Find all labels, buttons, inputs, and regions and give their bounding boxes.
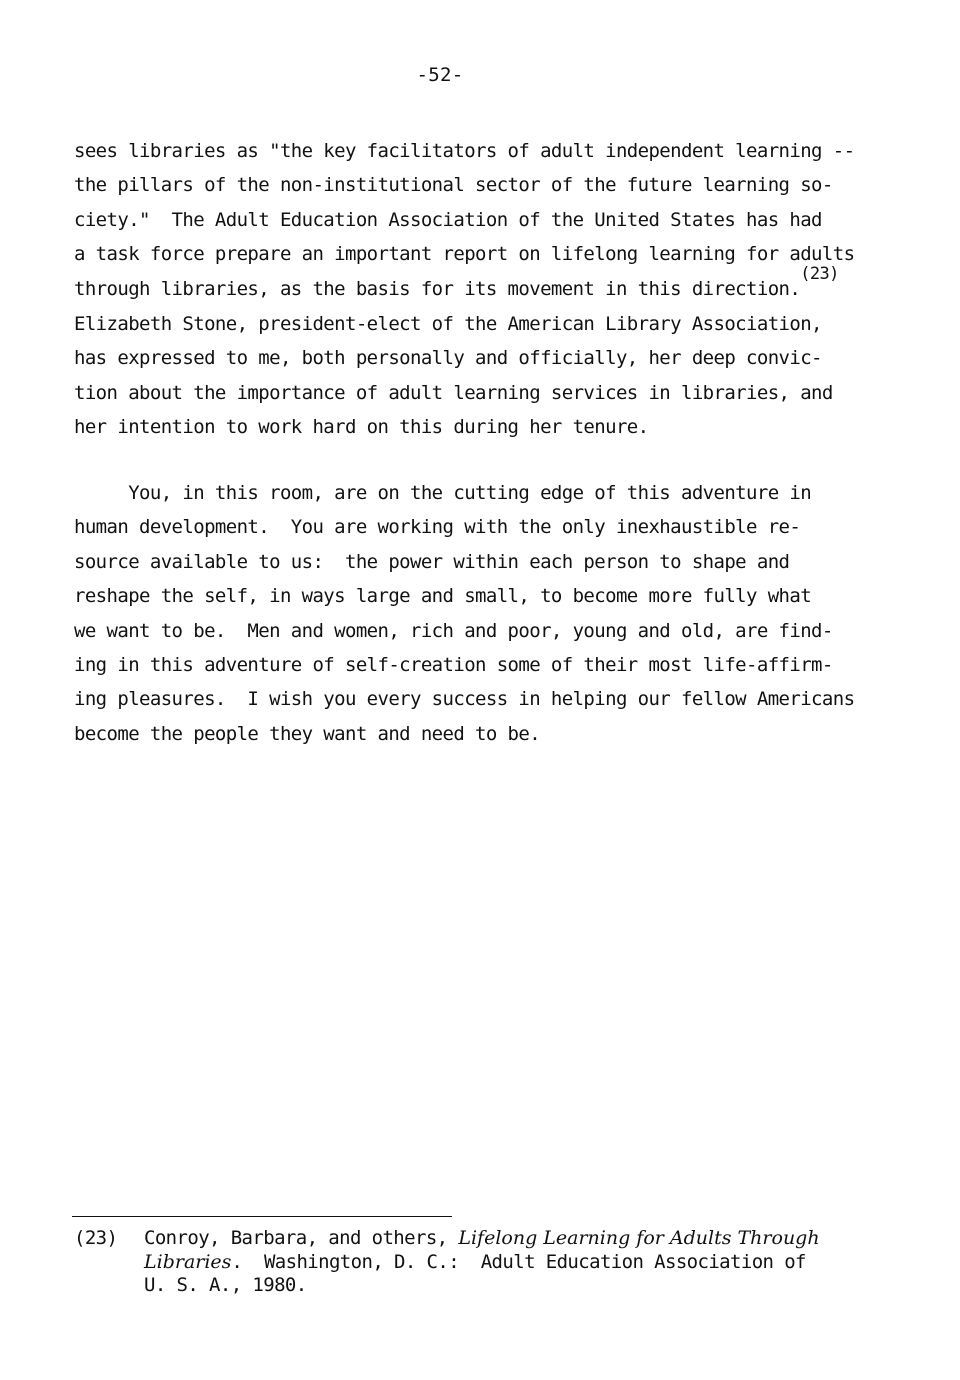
footnote-reference: (23) xyxy=(800,263,839,284)
paragraph-line-text: through libraries, as the basis for its movement in this direction. xyxy=(74,277,801,300)
footnote-divider xyxy=(72,1216,452,1217)
footnote-title: Lifelong Learning for Adults Through xyxy=(458,1227,820,1249)
paragraph-line: You, in this room, are on the cutting edge of this adventure in xyxy=(74,482,812,504)
paragraph-line: source available to us: the power within each person to shape and xyxy=(74,550,790,573)
body-paragraph-2 xyxy=(74,476,854,751)
paragraph-line: her intention to work hard on this during her tenure. xyxy=(74,416,649,439)
footnote-line-3: U. S. A., 1980. xyxy=(144,1274,307,1296)
footnote-body xyxy=(144,1227,820,1298)
paragraph-line: ing in this adventure of self-creation some of their most life-affirm- xyxy=(74,654,833,677)
paragraph-line-with-footnote-ref xyxy=(74,263,854,307)
paragraph-line: has expressed to me, both personally and officially, her deep convic- xyxy=(74,347,822,370)
paragraph-line: a task force prepare an important report on lifelong learning for adults xyxy=(74,243,855,266)
paragraph-line: the pillars of the non-institutional sector of the future learning so- xyxy=(74,174,833,197)
footnote-line-2 xyxy=(144,1251,820,1275)
paragraph-line: ciety." The Adult Education Association of the United States has had xyxy=(74,208,822,231)
paragraph-line: sees libraries as "the key facilitators of adult independent learning -- xyxy=(74,140,855,162)
footnote-publisher: . Washington, D. C.: Adult Education Association of xyxy=(231,1250,806,1273)
footnote-label: (23) xyxy=(74,1227,118,1249)
paragraph-line: reshape the self, in ways large and small, to become more fully what xyxy=(74,585,812,608)
page-number: -52- xyxy=(416,64,464,86)
footnote-row xyxy=(74,1227,820,1298)
footnote-title-continued: Libraries xyxy=(144,1250,232,1273)
footnote-line-1 xyxy=(144,1227,820,1251)
paragraph-line: Elizabeth Stone, president-elect of the American Library Association, xyxy=(74,313,822,336)
paragraph-line: become the people they want and need to be. xyxy=(74,722,541,745)
body-paragraph-1 xyxy=(74,134,854,445)
paragraph-line: ing pleasures. I wish you every success in helping our fellow Americans xyxy=(74,688,855,711)
footnote-authors: Conroy, Barbara, and others, xyxy=(144,1227,459,1249)
paragraph-line: human development. You are working with the only inexhaustible re- xyxy=(74,516,801,539)
paragraph-line: tion about the importance of adult learning services in libraries, and xyxy=(74,381,833,404)
paragraph-line: we want to be. Men and women, rich and poor, young and old, are find- xyxy=(74,619,833,642)
footnote xyxy=(74,1227,820,1298)
